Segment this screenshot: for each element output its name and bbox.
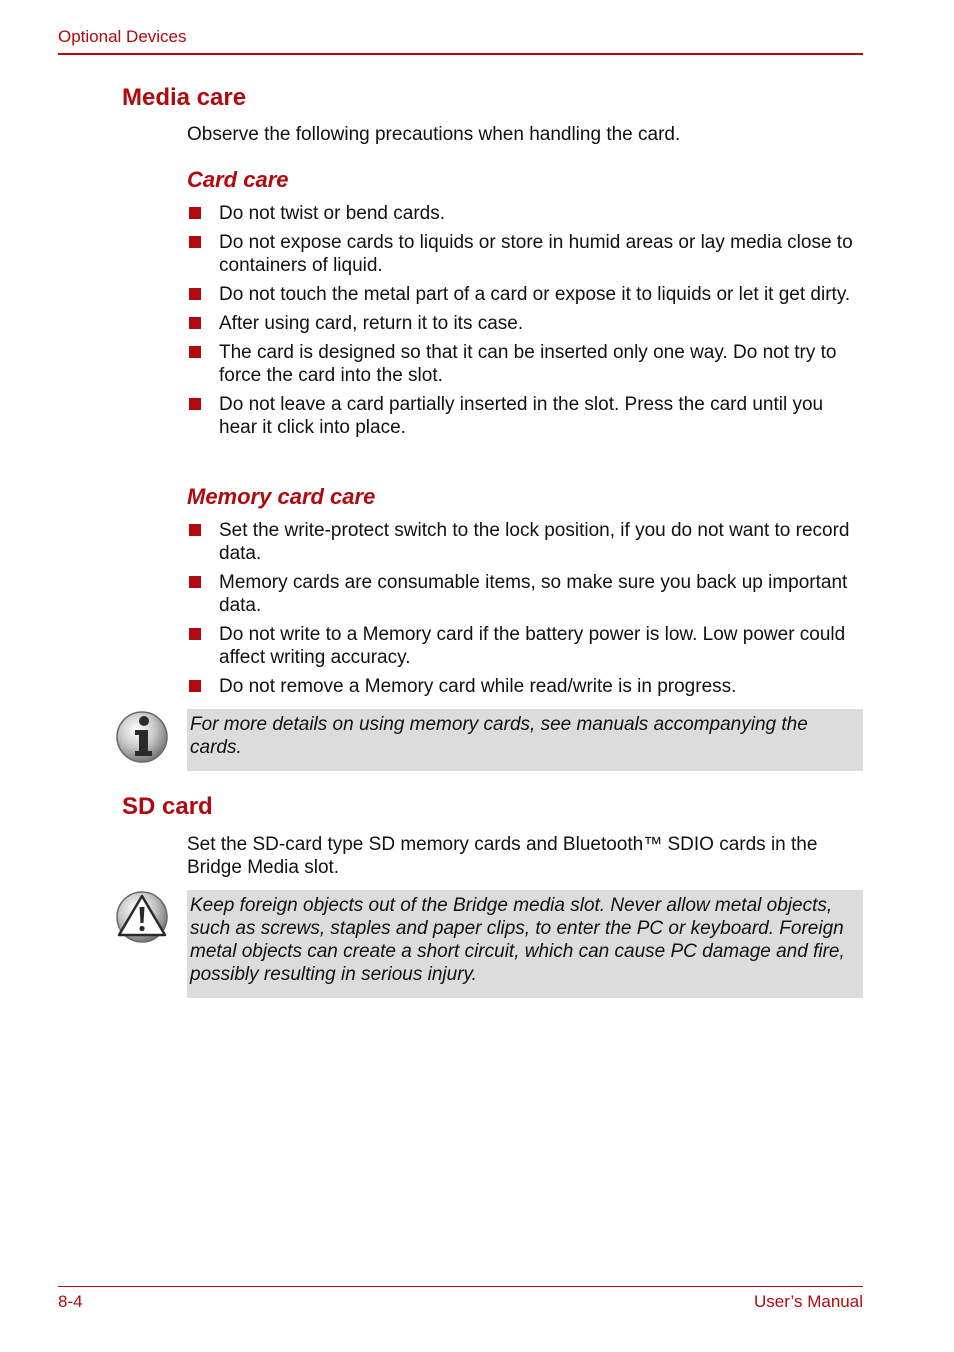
square-bullet-icon: [189, 398, 201, 410]
sd-card-heading: SD card: [122, 793, 213, 820]
square-bullet-icon: [189, 288, 201, 300]
list-item: [187, 393, 863, 439]
warning-icon: [115, 890, 169, 949]
page-number: 8-4: [58, 1292, 83, 1311]
sd-card-intro: Set the SD-card type SD memory cards and Bluetooth™ SDIO cards in the Bridge Media slot.: [187, 834, 818, 878]
square-bullet-icon: [189, 628, 201, 640]
square-bullet-icon: [189, 346, 201, 358]
running-head: Optional Devices: [58, 27, 187, 46]
square-bullet-icon: [189, 207, 201, 219]
list-item-text: Do not remove a Memory card while read/write is in progress.: [219, 676, 737, 697]
square-bullet-icon: [189, 317, 201, 329]
info-note: For more details on using memory cards, see manuals accompanying the cards.: [187, 709, 863, 771]
memory-card-care-list: [187, 519, 863, 704]
card-care-list: [187, 202, 863, 445]
list-item-text: After using card, return it to its case.: [219, 313, 524, 334]
memory-card-care-heading: Memory card care: [187, 484, 376, 509]
square-bullet-icon: [189, 680, 201, 692]
list-item-text: The card is designed so that it can be inserted only one way. Do not try to force the card into the slot.: [219, 342, 837, 386]
media-care-intro: Observe the following precautions when handling the card.: [187, 124, 681, 145]
header-rule: [58, 53, 863, 55]
list-item: [187, 571, 863, 617]
square-bullet-icon: [189, 576, 201, 588]
media-care-heading: Media care: [122, 84, 247, 111]
list-item: [187, 341, 863, 387]
list-item: [187, 675, 863, 698]
list-item: [187, 623, 863, 669]
list-item-text: Do not write to a Memory card if the battery power is low. Low power could affect writing accuracy.: [219, 624, 846, 668]
list-item-text: Set the write-protect switch to the lock position, if you do not want to record data.: [219, 520, 850, 564]
list-item: [187, 231, 863, 277]
manual-title: User’s Manual: [754, 1292, 863, 1311]
list-item-text: Do not touch the metal part of a card or expose it to liquids or let it get dirty.: [219, 284, 851, 305]
list-item: [187, 283, 863, 306]
list-item-text: Memory cards are consumable items, so make sure you back up important data.: [219, 572, 848, 616]
info-icon: [115, 710, 169, 769]
square-bullet-icon: [189, 236, 201, 248]
list-item-text: Do not twist or bend cards.: [219, 203, 445, 224]
warning-note: Keep foreign objects out of the Bridge media slot. Never allow metal objects, such as screws, staples and paper clips, to enter the PC or keyboard. Foreign metal objects can create a short circuit, which can cause PC damage and fire, possibly resulting in serious injury.: [187, 890, 863, 998]
square-bullet-icon: [189, 524, 201, 536]
card-care-heading: Card care: [187, 167, 289, 192]
list-item: [187, 312, 863, 335]
footer-rule: [58, 1286, 863, 1287]
list-item: [187, 519, 863, 565]
list-item: [187, 202, 863, 225]
list-item-text: Do not expose cards to liquids or store in humid areas or lay media close to containers of liquid.: [219, 232, 853, 276]
list-item-text: Do not leave a card partially inserted in the slot. Press the card until you hear it click into place.: [219, 394, 824, 438]
